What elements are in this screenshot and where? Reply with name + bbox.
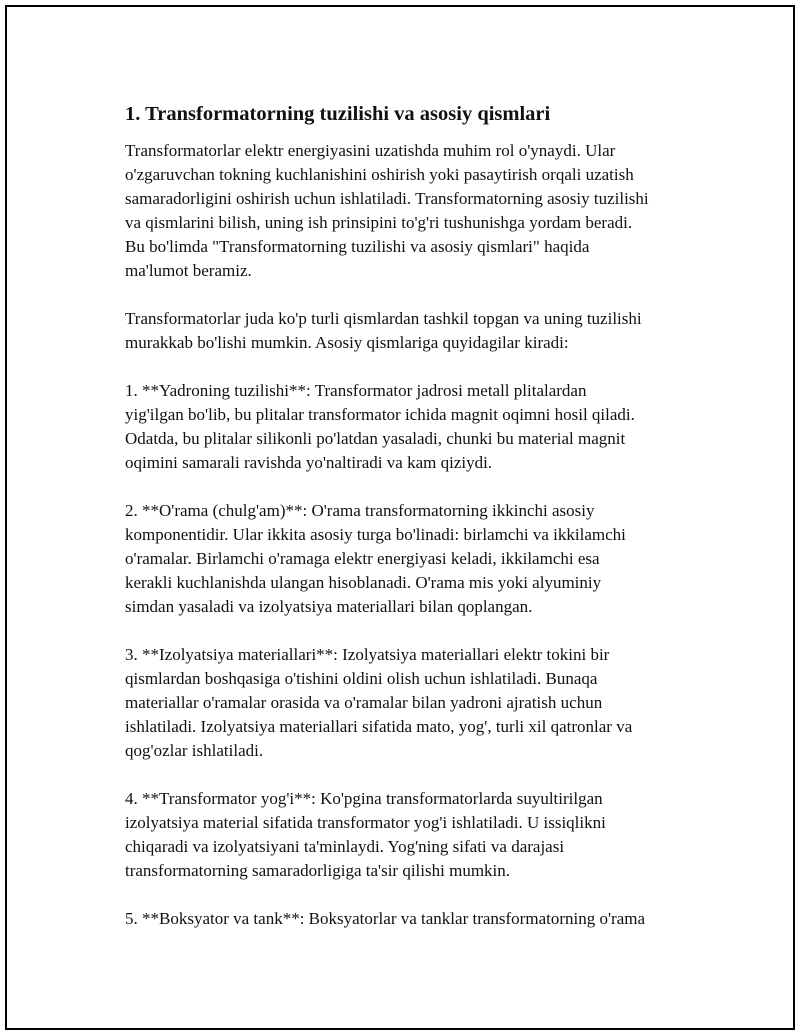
text-line: o'zgaruvchan tokning kuchlanishini oshirish yoki pasaytirish orqali uzatish [125,165,634,184]
document-body [125,99,705,931]
paragraph-item-oil [125,787,705,883]
paragraph-item-insulation [125,643,705,763]
text-line: 3. **Izolyatsiya materiallari**: Izolyatsiya materiallari elektr tokini bir [125,645,610,664]
paragraph-gap [125,619,705,643]
text-line: materiallar o'ramalar orasida va o'ramalar bilan yadroni ajratish uchun [125,693,603,712]
text-line: transformatorning samaradorligiga ta'sir qilishi mumkin. [125,861,511,880]
text-line: komponentidir. Ular ikkita asosiy turga bo'linadi: birlamchi va ikkilamchi [125,525,626,544]
text-line: Odatda, bu plitalar silikonli po'latdan yasaladi, chunki bu material magnit [125,429,626,448]
paragraph-gap [125,763,705,787]
text-line: kerakli kuchlanishda ulangan hisoblanadi. O'rama mis yoki alyuminiy [125,573,602,592]
text-line: 4. **Transformator yog'i**: Ko'pgina transformatorlarda suyultirilgan [125,789,603,808]
text-line: 1. **Yadroning tuzilishi**: Transformator jadrosi metall plitalardan [125,381,587,400]
paragraph-gap [125,475,705,499]
paragraph-gap [125,883,705,907]
paragraph-intro [125,139,705,283]
text-line: murakkab bo'lishi mumkin. Asosiy qismlariga quyidagilar kiradi: [125,333,569,352]
text-line: izolyatsiya material sifatida transformator yog'i ishlatiladi. U issiqlikni [125,813,606,832]
text-line: Transformatorlar elektr energiyasini uzatishda muhim rol o'ynaydi. Ular [125,141,616,160]
text-line: va qismlarini bilish, uning ish prinsipini to'g'ri tushunishga yordam beradi. [125,213,633,232]
text-line: 5. **Boksyator va tank**: Boksyatorlar va tanklar transformatorning o'rama [125,909,646,928]
paragraph-item-core [125,379,705,475]
text-line: Bu bo'limda "Transformatorning tuzilishi va asosiy qismlari" haqida [125,237,590,256]
document-title: 1. Transformatorning tuzilishi va asosiy qismlari [125,103,551,125]
paragraph-gap [125,355,705,379]
text-line: simdan yasaladi va izolyatsiya materiallari bilan qoplangan. [125,597,533,616]
text-line: o'ramalar. Birlamchi o'ramaga elektr energiyasi keladi, ikkilamchi esa [125,549,600,568]
text-line: qismlardan boshqasiga o'tishini oldini olish uchun ishlatiladi. Bunaqa [125,669,598,688]
paragraph-item-winding [125,499,705,619]
text-line: ishlatiladi. Izolyatsiya materiallari sifatida mato, yog', turli xil qatronlar va [125,717,633,736]
text-line: samaradorligini oshirish uchun ishlatiladi. Transformatorning asosiy tuzilishi [125,189,649,208]
paragraph-parts-overview [125,307,705,355]
text-line: Transformatorlar juda ko'p turli qismlardan tashkil topgan va uning tuzilishi [125,309,642,328]
text-line: yig'ilgan bo'lib, bu plitalar transformator ichida magnit oqimni hosil qiladi. [125,405,635,424]
text-line: 2. **O'rama (chulg'am)**: O'rama transformatorning ikkinchi asosiy [125,501,595,520]
page-frame [5,5,795,1030]
text-line: chiqaradi va izolyatsiyani ta'minlaydi. Yog'ning sifati va darajasi [125,837,565,856]
paragraph-gap [125,283,705,307]
text-line: qog'ozlar ishlatiladi. [125,741,264,760]
paragraph-item-tank [125,907,705,931]
text-line: ma'lumot beramiz. [125,261,252,280]
text-line: oqimini samarali ravishda yo'naltiradi va kam qiziydi. [125,453,493,472]
